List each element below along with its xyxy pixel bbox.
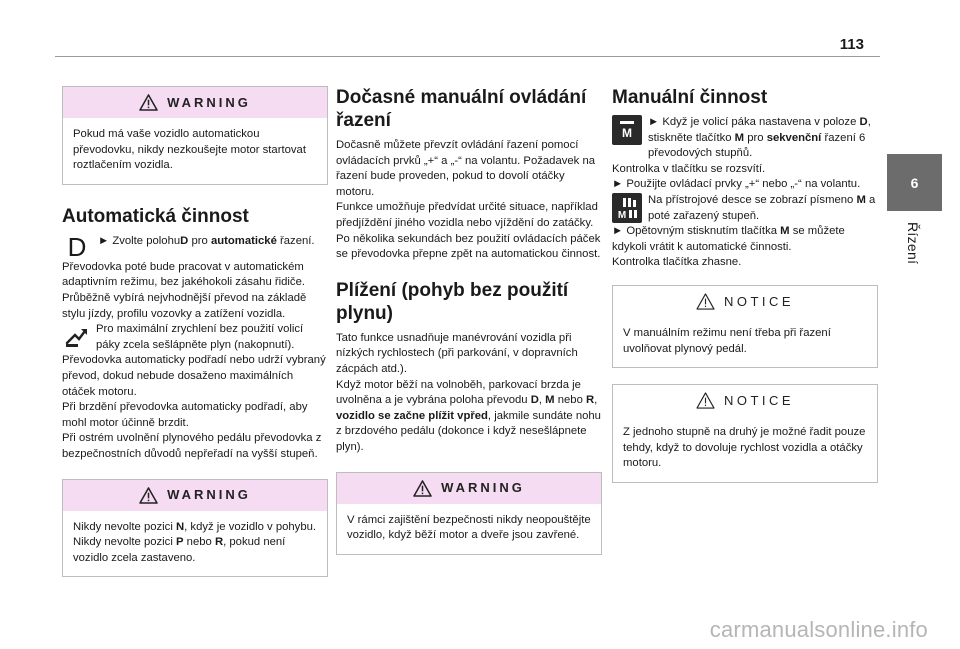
paragraph: Funkce umožňuje předvídat určité situace, například předjíždění jiného vozidla nebo vjíždění do zatáčky. xyxy=(336,201,598,229)
paragraph: Na přístrojové desce se zobrazí písmeno M a poté zařazený stupeň. xyxy=(648,193,876,222)
kickdown-pedal-icon xyxy=(62,322,90,350)
paragraph: ► Když je volicí páka nastavena v poloze D, stiskněte tlačítko M pro sekvenční řazení 6 převodových stupňů. xyxy=(648,116,871,160)
select-d-row xyxy=(62,231,328,262)
warning-text: Nikdy nevolte pozici N, když je vozidlo v pohybu. Nikdy nevolte pozici P nebo R, pokud není vozidlo zcela zastaveno. xyxy=(73,520,317,564)
paragraph: Při brzdění převodovka automaticky podřadí, aby mohl motor účinně brzdit. xyxy=(62,401,308,429)
paragraph: ► Zvolte polohuD pro automatické řazení. xyxy=(98,234,315,247)
notice-header xyxy=(613,286,877,317)
notice-icon xyxy=(696,392,715,409)
paragraph: Když motor běží na volnoběh, parkovací brzda je uvolněna a je vybrána poloha převodu D, M nebo R, vozidlo se začne plížit vpřed, jakmile sundáte nohu z brzdového pedálu (dokonce i když nesešlápnete plyn). xyxy=(336,378,601,453)
notice-label: NOTICE xyxy=(723,392,795,408)
warning-label: WARNING xyxy=(441,480,525,496)
warning-text: V rámci zajištění bezpečnosti nikdy neopouštějte vozidlo, když běží motor a dveře jsou zavřené. xyxy=(347,513,591,542)
manual-mode-button-icon xyxy=(612,115,642,145)
header-rule xyxy=(55,56,880,57)
notice-icon xyxy=(696,293,715,310)
notice-text: Z jednoho stupně na druhý je možné řadit pouze tehdy, když to dovoluje rychlost vozidla a otáčky motoru. xyxy=(623,426,866,470)
section-heading-creep: Plížení (pohyb bez použití plynu) xyxy=(336,279,569,324)
notice-label: NOTICE xyxy=(723,293,795,309)
gear-d-icon: D xyxy=(67,231,87,262)
notice-box-1 xyxy=(612,285,878,368)
warning-header xyxy=(63,87,327,118)
column-2 xyxy=(336,86,602,555)
paragraph: Převodovka poté bude pracovat v automatickém adaptivním režimu, bez jakéhokoli zásahu řidiče. Průběžně vybírá nejvhodnější převod na základě stylu jízdy, profilu vozovky a zatížení vozidla. xyxy=(62,260,307,320)
paragraph: ► Použijte ovládací prvky „+“ nebo „-“ na volantu. xyxy=(612,178,861,191)
icon-letter: M xyxy=(622,126,632,140)
section-heading-automatic: Automatická činnost xyxy=(62,205,249,227)
warning-header xyxy=(63,480,327,511)
section-heading-temporary-manual: Dočasné manuální ovládání řazení xyxy=(336,87,587,131)
warning-box-3 xyxy=(336,472,602,555)
column-3 xyxy=(612,86,878,483)
paragraph: Převodovka automaticky podřadí nebo udrží vybraný převod, dokud nebude dosaženo maximálních otáček motoru. xyxy=(62,354,326,398)
chapter-title: Řízení xyxy=(905,222,921,265)
manual-button-row xyxy=(612,115,878,162)
dashboard-m-row xyxy=(612,193,878,224)
dashboard-manual-indicator-icon xyxy=(612,193,642,223)
paragraph: ► Opětovným stisknutím tlačítka M se můžete kdykoli vrátit k automatické činnosti. xyxy=(612,225,845,253)
notice-header xyxy=(613,385,877,416)
warning-header xyxy=(337,473,601,504)
paragraph: Tato funkce usnadňuje manévrování vozidla při nízkých rychlostech (při parkování, v dopravních zácpách atd.). xyxy=(336,331,578,375)
warning-label: WARNING xyxy=(167,487,251,503)
kickdown-row xyxy=(62,322,328,353)
warning-box-1 xyxy=(62,86,328,185)
warning-box-2 xyxy=(62,479,328,578)
warning-icon xyxy=(139,487,158,504)
notice-box-2 xyxy=(612,384,878,483)
paragraph: Pro maximální zrychlení bez použití volicí páky zcela sešlápněte plyn (nakopnutí). xyxy=(96,323,304,351)
paragraph: Po několika sekundách bez použití ovládacích páček se převodovka přepne zpět na automatickou činnost. xyxy=(336,232,601,261)
paragraph: Kontrolka v tlačítku se rozsvítí. xyxy=(612,162,766,175)
notice-text: V manuálním režimu není třeba při řazení uvolňovat plynový pedál. xyxy=(623,326,831,355)
paragraph: Dočasně můžete převzít ovládání řazení pomocí ovládacích prvků „+“ a „-“ na volantu. Požadavek na řazení bude proveden, pokud to dovolí otáčky motoru. xyxy=(336,139,596,198)
warning-icon xyxy=(413,480,432,497)
warning-icon xyxy=(139,94,158,111)
paragraph: Při ostrém uvolnění plynového pedálu převodovka z bezpečnostních důvodů nepřeřadí na vyšší stupeň. xyxy=(62,432,322,460)
paragraph: Kontrolka tlačítka zhasne. xyxy=(612,256,742,269)
section-heading-manual: Manuální činnost xyxy=(612,87,768,108)
chapter-tab[interactable]: 6 xyxy=(887,154,942,211)
icon-letter: M xyxy=(617,209,627,220)
column-1 xyxy=(62,86,328,577)
warning-text: Pokud má vaše vozidlo automatickou převodovku, nikdy nezkoušejte motor startovat roztlačením vozidla. xyxy=(73,128,306,172)
page-number: 113 xyxy=(839,36,864,53)
warning-label: WARNING xyxy=(167,94,251,110)
watermark: carmanualsonline.info xyxy=(709,617,928,642)
